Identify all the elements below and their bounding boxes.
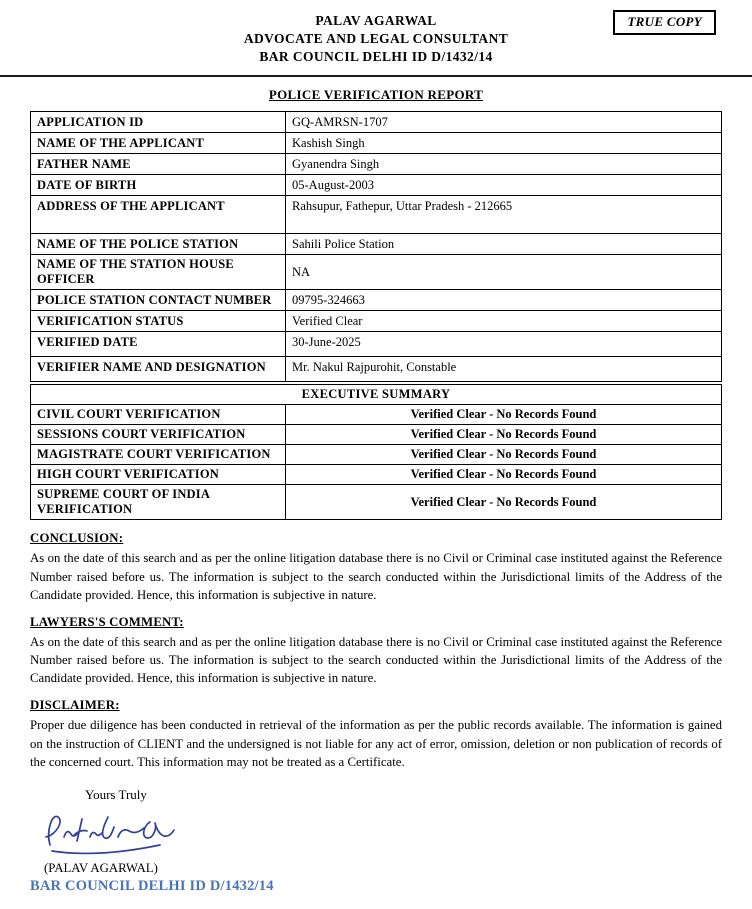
table-row: [31, 234, 722, 255]
field-value: Rahsupur, Fathepur, Uttar Pradesh - 212665: [286, 196, 722, 234]
lawyers-comment-heading: LAWYERS'S COMMENT:: [30, 614, 184, 629]
table-row: [31, 133, 722, 154]
closing-line: Yours Truly: [85, 786, 147, 802]
disclaimer-section: [30, 698, 722, 770]
field-label: VERIFICATION STATUS: [31, 311, 286, 332]
field-label: POLICE STATION CONTACT NUMBER: [31, 290, 286, 311]
table-row: [31, 196, 722, 234]
table-row: [31, 112, 722, 133]
advocate-bar-id: BAR COUNCIL DELHI ID D/1432/14: [259, 48, 493, 64]
field-label: NAME OF THE APPLICANT: [31, 133, 286, 154]
table-row: [31, 357, 722, 382]
field-label: DATE OF BIRTH: [31, 175, 286, 196]
handwritten-signature-icon: [38, 807, 188, 859]
verification-result: Verified Clear - No Records Found: [286, 485, 722, 520]
lawyers-comment-section: [30, 615, 722, 687]
header-divider: [0, 75, 752, 77]
signature-image: [38, 807, 722, 859]
field-label: APPLICATION ID: [31, 112, 286, 133]
field-value: 30-June-2025: [286, 332, 722, 357]
disclaimer-text: Proper due diligence has been conducted in retrieval of the information as per the public records available. The information is gained on the instruction of CLIENT and the undersigned is not liable for any act of error, omission, deletion or non publication of records of the concerned court. This information may not be treated as a Certificate.: [30, 718, 722, 769]
field-label: NAME OF THE POLICE STATION: [31, 234, 286, 255]
true-copy-stamp: TRUE COPY: [613, 10, 716, 35]
field-label: VERIFIED DATE: [31, 332, 286, 357]
conclusion-text: As on the date of this search and as per the online litigation database there is no Civil or Criminal case instituted against the Reference Number raised before us. The information is subject to the search conducted within the Jurisdictional limits of the Address of the Candidate provided. Hence, this information is subjective in nature.: [30, 551, 722, 602]
field-value: NA: [286, 255, 722, 290]
signatory-name: (PALAV AGARWAL): [44, 860, 158, 875]
executive-summary-title: EXECUTIVE SUMMARY: [31, 385, 722, 405]
field-value: 09795-324663: [286, 290, 722, 311]
verification-label: SUPREME COURT OF INDIA VERIFICATION: [31, 485, 286, 520]
conclusion-heading: CONCLUSION:: [30, 531, 124, 546]
verification-label: HIGH COURT VERIFICATION: [31, 465, 286, 485]
verification-result: Verified Clear - No Records Found: [286, 405, 722, 425]
table-row: [31, 290, 722, 311]
table-row: [31, 445, 722, 465]
executive-summary-table: [30, 384, 722, 520]
table-row: [31, 485, 722, 520]
table-row: [31, 405, 722, 425]
table-row: [31, 425, 722, 445]
table-row: [31, 311, 722, 332]
verification-result: Verified Clear - No Records Found: [286, 445, 722, 465]
advocate-title: ADVOCATE AND LEGAL CONSULTANT: [243, 30, 509, 46]
verification-label: SESSIONS COURT VERIFICATION: [31, 425, 286, 445]
verification-label: MAGISTRATE COURT VERIFICATION: [31, 445, 286, 465]
field-label: NAME OF THE STATION HOUSE OFFICER: [31, 255, 286, 290]
conclusion-section: [30, 531, 722, 603]
field-value: Kashish Singh: [286, 133, 722, 154]
bar-council-id-line: BAR COUNCIL DELHI ID D/1432/14: [30, 877, 274, 894]
field-value: Gyanendra Singh: [286, 154, 722, 175]
disclaimer-heading: DISCLAIMER:: [30, 698, 120, 713]
table-row: [31, 175, 722, 196]
table-row: [31, 154, 722, 175]
field-value: GQ-AMRSN-1707: [286, 112, 722, 133]
field-label: FATHER NAME: [31, 154, 286, 175]
table-row: [31, 255, 722, 290]
advocate-name: PALAV AGARWAL: [315, 13, 437, 28]
table-row: [31, 332, 722, 357]
report-title: POLICE VERIFICATION REPORT: [268, 87, 484, 103]
lawyers-comment-text: As on the date of this search and as per the online litigation database there is no Civil or Criminal case instituted against the Reference Number raised before us. The information is subject to the search conducted within the Jurisdictional limits of the Address of the Candidate provided. Hence, this information is subjective in nature.: [30, 634, 722, 686]
field-value: 05-August-2003: [286, 175, 722, 196]
table-row: [31, 385, 722, 405]
verification-result: Verified Clear - No Records Found: [286, 425, 722, 445]
field-value: Mr. Nakul Rajpurohit, Constable: [286, 357, 722, 382]
field-value: Verified Clear: [286, 311, 722, 332]
report-content: [0, 111, 752, 894]
verification-label: CIVIL COURT VERIFICATION: [31, 405, 286, 425]
applicant-details-table: [30, 111, 722, 382]
field-value: Sahili Police Station: [286, 234, 722, 255]
verification-result: Verified Clear - No Records Found: [286, 465, 722, 485]
table-row: [31, 465, 722, 485]
field-label: VERIFIER NAME AND DESIGNATION: [31, 357, 286, 382]
field-label: ADDRESS OF THE APPLICANT: [31, 196, 286, 234]
